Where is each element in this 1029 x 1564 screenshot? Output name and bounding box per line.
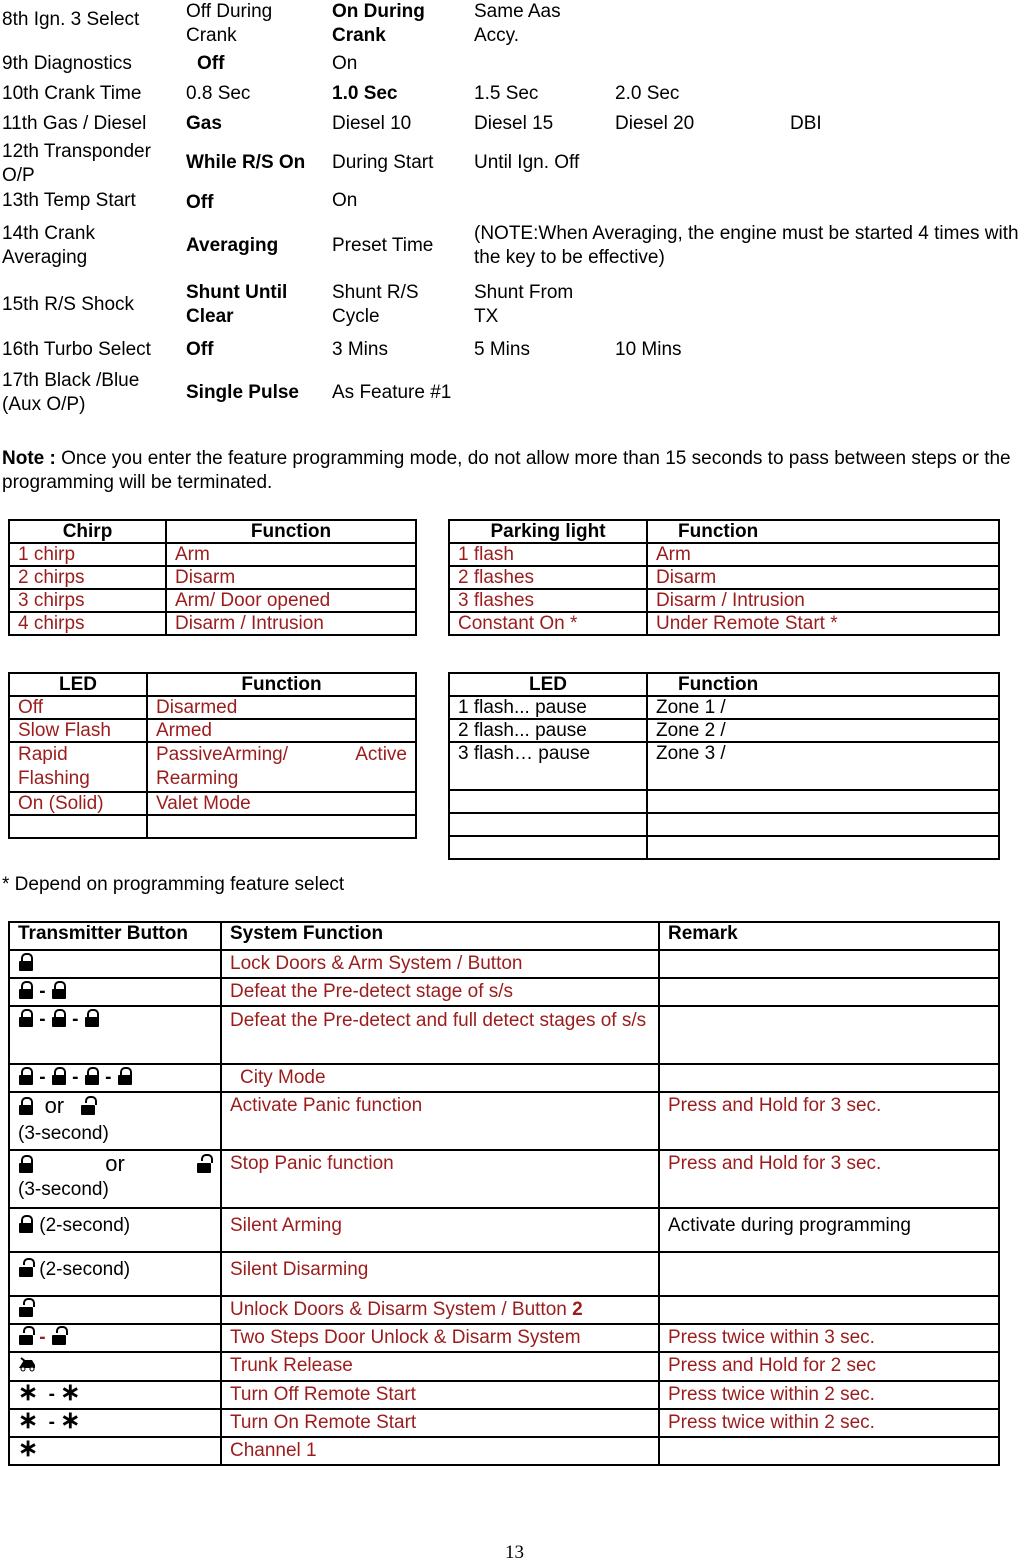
lock-icon — [51, 1067, 67, 1085]
dash: - — [105, 1067, 112, 1088]
chirp-table — [8, 519, 417, 636]
duration-label: (3-second) — [18, 1179, 109, 1200]
table-row — [9, 1437, 999, 1465]
lock-icon — [84, 1067, 100, 1085]
dash: - — [39, 1009, 46, 1030]
feature-option-default: Gas — [186, 113, 222, 134]
feature-name: 11th Gas / Diesel — [2, 113, 147, 134]
feature-option-default: Off — [197, 53, 225, 74]
feature-name: 8th Ign. 3 Select — [2, 9, 140, 30]
feature-option: Diesel 10 — [332, 113, 412, 134]
table-cell: 4 chirps — [9, 612, 166, 635]
table-row — [449, 589, 999, 612]
feature-option: As Feature #1 — [332, 382, 452, 403]
depend-note: * Depend on programming feature select — [2, 874, 345, 895]
remark-cell — [659, 950, 999, 978]
lock-icon — [18, 981, 34, 999]
table-row — [9, 1409, 999, 1437]
button-cell — [9, 1092, 221, 1150]
function-cell: Silent Arming — [221, 1208, 659, 1252]
dash: - — [48, 1412, 55, 1433]
lock-icon — [18, 953, 34, 971]
feature-option: Diesel 15 — [474, 113, 554, 134]
table-cell — [9, 815, 147, 838]
table-cell: 1 chirp — [9, 543, 166, 566]
feature-option: 5 Mins — [474, 339, 530, 360]
button-cell — [9, 1409, 221, 1437]
asterisk-icon: ∗ — [18, 1379, 39, 1406]
table-row — [9, 1064, 999, 1092]
feature-option-default: 1.0 Sec — [332, 83, 398, 104]
table-cell: Disarm — [647, 566, 999, 589]
table-row — [9, 742, 416, 792]
table-cell — [647, 790, 999, 813]
button-cell — [9, 1150, 221, 1208]
table-cell: Arm — [166, 543, 416, 566]
table-cell — [449, 790, 647, 813]
column-header: Function — [647, 673, 999, 696]
table-row — [9, 1352, 999, 1381]
table-cell: 1 flash — [449, 543, 647, 566]
table-cell: Under Remote Start * — [647, 612, 999, 635]
function-cell: City Mode — [221, 1064, 659, 1092]
table-cell: Rapid Flashing — [9, 742, 147, 792]
table-cell: Disarm / Intrusion — [647, 589, 999, 612]
feature-option-default: Shunt Until Clear — [186, 282, 288, 327]
feature-option-default: On During Crank — [332, 1, 425, 46]
button-cell — [9, 1252, 221, 1296]
table-row — [9, 543, 416, 566]
function-cell: Trunk Release — [221, 1352, 659, 1381]
table-cell — [647, 836, 999, 859]
table-cell: 2 chirps — [9, 566, 166, 589]
unlock-icon — [51, 1327, 67, 1345]
button-cell — [9, 1296, 221, 1324]
unlock-icon — [18, 1327, 34, 1345]
function-cell: Channel 1 — [221, 1437, 659, 1465]
table-row — [9, 696, 416, 719]
table-cell — [147, 815, 416, 838]
table-cell: Arm — [647, 543, 999, 566]
function-cell: Two Steps Door Unlock & Disarm System — [221, 1324, 659, 1352]
led-table — [8, 672, 417, 839]
table-row — [9, 1381, 999, 1409]
table-row — [9, 1006, 999, 1064]
table-row — [9, 1252, 999, 1296]
table-row — [449, 742, 999, 790]
dash: - — [39, 1067, 46, 1088]
table-cell: Zone 2 / — [647, 719, 999, 742]
asterisk-icon: ∗ — [18, 1407, 39, 1434]
lock-icon — [18, 1155, 34, 1173]
feature-option: Shunt From TX — [474, 282, 574, 327]
table-cell: 2 flashes — [449, 566, 647, 589]
feature-option: On — [332, 190, 358, 211]
table-cell: Slow Flash — [9, 719, 147, 742]
table-row — [9, 612, 416, 635]
note-label: Note : — [2, 448, 56, 469]
table-row — [449, 612, 999, 635]
button-cell — [9, 950, 221, 978]
function-cell: Defeat the Pre-detect and full detect stages of s/s — [221, 1006, 659, 1064]
feature-option: Preset Time — [332, 235, 434, 256]
button-cell — [9, 1437, 221, 1465]
table-cell: 3 flash… pause — [449, 742, 647, 790]
dash: - — [48, 1384, 55, 1405]
table-cell: Disarm — [166, 566, 416, 589]
feature-option-default: Off — [186, 192, 214, 213]
trunk-icon — [18, 1353, 36, 1379]
remark-cell — [659, 1437, 999, 1465]
remark-cell — [659, 1064, 999, 1092]
button-cell — [9, 1324, 221, 1352]
button-number: 2 — [572, 1299, 583, 1320]
table-row — [9, 1296, 999, 1324]
table-row — [9, 815, 416, 838]
unlock-icon — [18, 1299, 34, 1317]
function-cell: Turn Off Remote Start — [221, 1381, 659, 1409]
feature-option-default: Off — [186, 339, 214, 360]
or-text: or — [44, 1093, 65, 1118]
lock-icon — [117, 1067, 133, 1085]
feature-option: Shunt R/S Cycle — [332, 282, 419, 327]
function-cell: Activate Panic function — [221, 1092, 659, 1150]
feature-name: 13th Temp Start — [2, 190, 136, 211]
remark-cell: Press twice within 3 sec. — [659, 1324, 999, 1352]
dash: - — [72, 1009, 79, 1030]
unlock-icon — [196, 1155, 212, 1173]
table-row — [449, 790, 999, 813]
column-header: Chirp — [9, 520, 166, 543]
table-row — [449, 719, 999, 742]
button-cell — [9, 1006, 221, 1064]
column-header: LED — [449, 673, 647, 696]
column-header: Transmitter Button — [9, 922, 221, 950]
function-cell — [221, 1296, 659, 1324]
table-cell: Armed — [147, 719, 416, 742]
feature-option-default: Averaging — [186, 235, 279, 256]
table-cell — [647, 813, 999, 836]
feature-option: 3 Mins — [332, 339, 388, 360]
table-cell: PassiveArming/ Active Rearming — [147, 742, 416, 792]
note-text: Once you enter the feature programming mode, do not allow more than 15 seconds to pass between steps or the programming will be terminated. — [2, 448, 1011, 493]
column-header: Function — [647, 520, 999, 543]
feature-option: Diesel 20 — [615, 113, 695, 134]
remark-cell — [659, 1252, 999, 1296]
duration-label: (2-second) — [39, 1259, 131, 1280]
asterisk-icon: ∗ — [60, 1379, 81, 1406]
table-cell: 3 flashes — [449, 589, 647, 612]
asterisk-icon: ∗ — [18, 1435, 39, 1462]
duration-label: (3-second) — [18, 1123, 109, 1144]
or-text: or — [105, 1151, 125, 1176]
table-row — [449, 813, 999, 836]
lock-icon — [18, 1009, 34, 1027]
feature-name: 14th Crank Averaging — [2, 223, 95, 268]
remark-cell: Press twice within 2 sec. — [659, 1381, 999, 1409]
remark-cell — [659, 978, 999, 1006]
feature-option: On — [332, 53, 358, 74]
column-header: Function — [147, 673, 416, 696]
feature-note: (NOTE:When Averaging, the engine must be started 4 times with the key to be effective) — [474, 223, 1019, 268]
feature-option: DBI — [790, 113, 822, 134]
remark-cell: Activate during programming — [659, 1208, 999, 1252]
table-row — [9, 978, 999, 1006]
button-cell — [9, 1064, 221, 1092]
table-cell: Disarm / Intrusion — [166, 612, 416, 635]
button-cell — [9, 1208, 221, 1252]
feature-option: Until Ign. Off — [474, 152, 580, 173]
table-row — [9, 566, 416, 589]
column-header: Function — [166, 520, 416, 543]
table-cell: 2 flash... pause — [449, 719, 647, 742]
led-zone-table — [448, 672, 1000, 860]
feature-name: 16th Turbo Select — [2, 339, 151, 360]
feature-name: 10th Crank Time — [2, 83, 142, 104]
feature-option-default: Single Pulse — [186, 382, 299, 403]
page-number: 13 — [505, 1542, 524, 1563]
feature-name: 15th R/S Shock — [2, 294, 135, 315]
table-cell: Arm/ Door opened — [166, 589, 416, 612]
dash: - — [39, 981, 46, 1002]
feature-option: During Start — [332, 152, 434, 173]
feature-name: 9th Diagnostics — [2, 53, 132, 74]
button-cell — [9, 1352, 221, 1381]
table-cell: Valet Mode — [147, 792, 416, 815]
lock-icon — [18, 1215, 34, 1233]
lock-icon — [84, 1009, 100, 1027]
column-header: LED — [9, 673, 147, 696]
remark-cell: Press and Hold for 3 sec. — [659, 1092, 999, 1150]
unlock-icon — [80, 1097, 96, 1115]
asterisk-icon: ∗ — [60, 1407, 81, 1434]
table-row — [449, 696, 999, 719]
function-cell: Silent Disarming — [221, 1252, 659, 1296]
remark-cell — [659, 1006, 999, 1064]
function-cell: Defeat the Pre-detect stage of s/s — [221, 978, 659, 1006]
remark-cell: Press and Hold for 3 sec. — [659, 1150, 999, 1208]
table-row — [9, 1092, 999, 1150]
table-cell — [449, 813, 647, 836]
function-text: Unlock Doors & Disarm System / Button — [230, 1299, 573, 1320]
table-row — [9, 792, 416, 815]
dash: - — [72, 1067, 79, 1088]
feature-option: 0.8 Sec — [186, 83, 251, 104]
function-cell: Stop Panic function — [221, 1150, 659, 1208]
feature-option: 1.5 Sec — [474, 83, 539, 104]
parking-light-table — [448, 519, 1000, 636]
table-row — [449, 836, 999, 859]
table-cell: Off — [9, 696, 147, 719]
function-cell: Turn On Remote Start — [221, 1409, 659, 1437]
table-row — [9, 719, 416, 742]
table-row — [449, 566, 999, 589]
feature-option: Off During Crank — [186, 1, 273, 46]
remark-cell: Press and Hold for 2 sec — [659, 1352, 999, 1381]
lock-icon — [51, 1009, 67, 1027]
button-cell — [9, 1381, 221, 1409]
duration-label: (2-second) — [39, 1215, 131, 1236]
table-cell: Constant On * — [449, 612, 647, 635]
unlock-icon — [18, 1259, 34, 1277]
table-row — [9, 589, 416, 612]
function-cell: Lock Doors & Arm System / Button — [221, 950, 659, 978]
table-row — [9, 950, 999, 978]
feature-option: 2.0 Sec — [615, 83, 680, 104]
table-cell: 3 chirps — [9, 589, 166, 612]
programming-note — [2, 447, 1012, 495]
feature-option: Same Aas Accy. — [474, 1, 561, 46]
table-cell: 1 flash... pause — [449, 696, 647, 719]
lock-icon — [51, 981, 67, 999]
column-header: System Function — [221, 922, 659, 950]
lock-icon — [18, 1097, 34, 1115]
table-cell: On (Solid) — [9, 792, 147, 815]
feature-name: 12th Transponder O/P — [2, 141, 151, 186]
column-header: Parking light — [449, 520, 647, 543]
feature-option-default: While R/S On — [186, 152, 306, 173]
transmitter-table — [8, 921, 1000, 1466]
remark-cell: Press twice within 2 sec. — [659, 1409, 999, 1437]
feature-name: 17th Black /Blue (Aux O/P) — [2, 370, 140, 415]
table-row — [9, 1150, 999, 1208]
table-cell: Zone 3 / — [647, 742, 999, 790]
table-cell — [449, 836, 647, 859]
remark-cell — [659, 1296, 999, 1324]
feature-option: 10 Mins — [615, 339, 682, 360]
table-cell: Disarmed — [147, 696, 416, 719]
column-header: Remark — [659, 922, 999, 950]
lock-icon — [18, 1067, 34, 1085]
table-row — [449, 543, 999, 566]
dash: - — [39, 1327, 46, 1348]
button-cell — [9, 978, 221, 1006]
table-row — [9, 1324, 999, 1352]
table-cell: Zone 1 / — [647, 696, 999, 719]
table-row — [9, 1208, 999, 1252]
